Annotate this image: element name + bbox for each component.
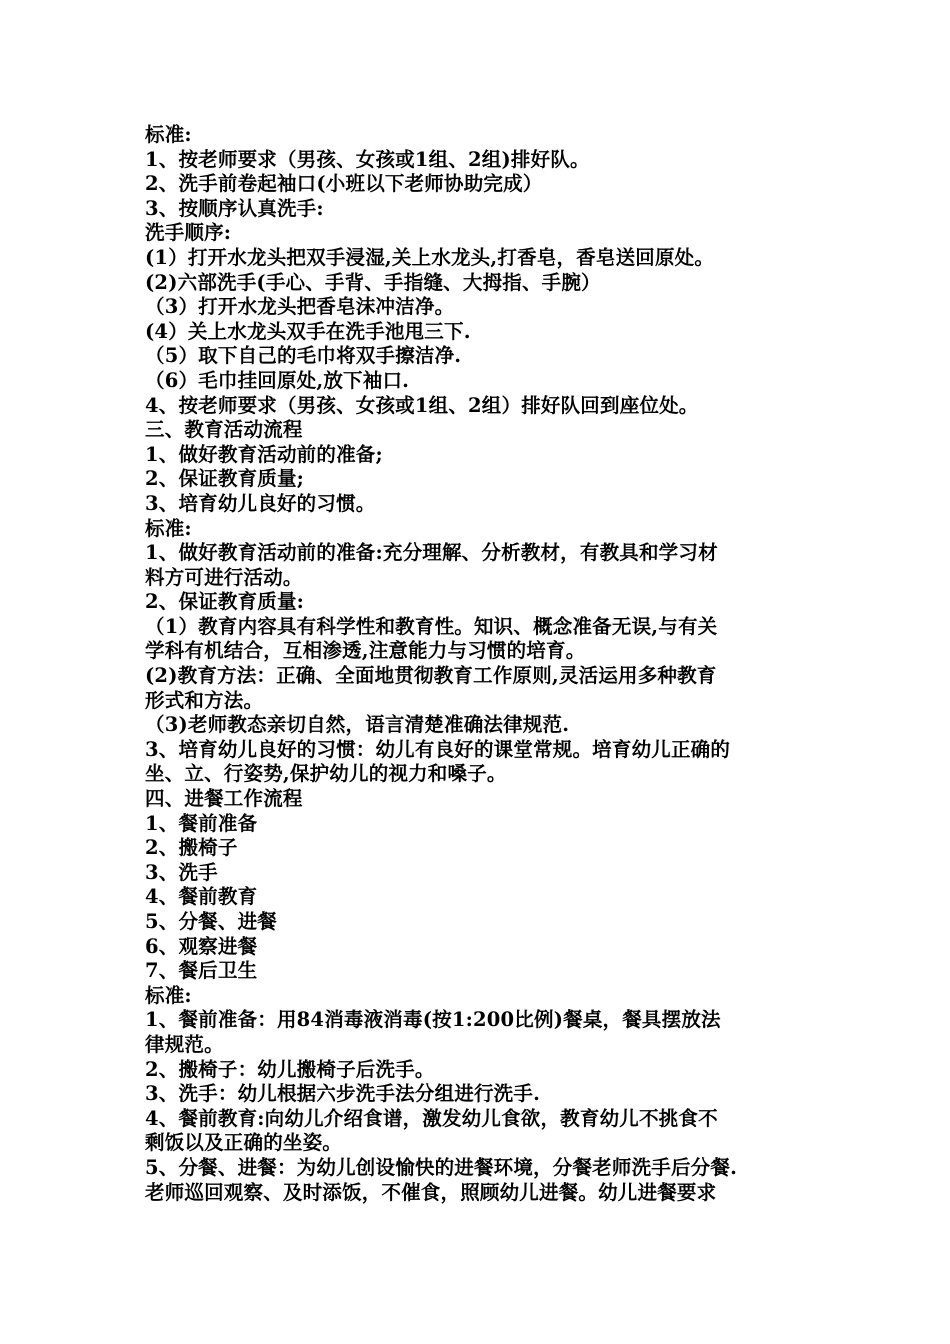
text-line: 2、搬椅子 xyxy=(145,836,238,860)
text-line: 形式和方法。 xyxy=(145,688,264,712)
text-line: （3）打开水龙头把香皂沫冲洁净。 xyxy=(145,295,455,319)
text-line: 3、洗手 xyxy=(145,860,218,884)
text-line: 4、餐前教育 xyxy=(145,885,258,909)
text-line: （3)老师教态亲切自然，语言清楚准确法律规范. xyxy=(145,713,570,737)
section-heading: 四、进餐工作流程 xyxy=(145,787,303,811)
text-line: （1）教育内容具有科学性和教育性。知识、概念准备无误,与有关 xyxy=(145,614,718,638)
text-line: (2)六部洗手(手心、手背、手指缝、大拇指、手腕） xyxy=(145,270,601,294)
section-heading: 三、教育活动流程 xyxy=(145,418,303,442)
text-line: 3、培育幼儿良好的习惯。 xyxy=(145,491,376,515)
text-line: 剩饭以及正确的坐姿。 xyxy=(145,1131,343,1155)
text-line: 3、培育幼儿良好的习惯：幼儿有良好的课堂常规。培育幼儿正确的 xyxy=(145,737,731,761)
text-line: 3、按顺序认真洗手: xyxy=(145,196,324,220)
text-line: 1、餐前准备：用84消毒液消毒(按1:200比例)餐桌，餐具摆放法 xyxy=(145,1008,721,1032)
text-line: 学科有机结合，互相渗透,注意能力与习惯的培育。 xyxy=(145,639,586,663)
text-line: 2、搬椅子：幼儿搬椅子后洗手。 xyxy=(145,1057,435,1081)
text-line: 洗手顺序: xyxy=(145,221,232,245)
text-line: 2、保证教育质量: xyxy=(145,590,305,614)
text-line: (2)教育方法：正确、全面地贯彻教育工作原则,灵活运用多种教育 xyxy=(145,664,717,688)
text-line: 2、洗手前卷起袖口(小班以下老师协助完成） xyxy=(145,172,543,196)
text-line: (1）打开水龙头把双手浸湿,关上水龙头,打香皂，香皂送回原处。 xyxy=(145,245,715,269)
text-line: 律规范。 xyxy=(145,1032,224,1056)
document-page xyxy=(145,123,815,1205)
text-line: 4、餐前教育:向幼儿介绍食谱，激发幼儿食欲，教育幼儿不挑食不 xyxy=(145,1106,718,1130)
text-line: 3、洗手：幼儿根据六步洗手法分组进行洗手. xyxy=(145,1082,541,1106)
text-line: 老师巡回观察、及时添饭，不催食，照顾幼儿进餐。幼儿进餐要求 xyxy=(145,1180,717,1204)
text-line: (4）关上水龙头双手在洗手池甩三下. xyxy=(145,319,471,343)
text-line: 1、做好教育活动前的准备; xyxy=(145,442,383,466)
text-line: 5、分餐、进餐 xyxy=(145,910,277,933)
text-line: 6、观察进餐 xyxy=(145,934,258,958)
text-line: 标准: xyxy=(145,516,192,540)
text-line: 1、餐前准备 xyxy=(145,811,258,835)
text-line: （6）毛巾挂回原处,放下袖口. xyxy=(145,368,410,392)
text-line: 2、保证教育质量; xyxy=(145,467,305,491)
text-line: 标准: xyxy=(145,123,192,146)
text-line: 标准: xyxy=(145,983,192,1007)
text-line: 7、餐后卫生 xyxy=(145,959,258,983)
text-line: 料方可进行活动。 xyxy=(145,565,303,589)
text-line: （5）取下自己的毛巾将双手擦洁净. xyxy=(145,344,462,368)
text-line: 1、按老师要求（男孩、女孩或1组、2组)排好队。 xyxy=(145,147,590,171)
text-line: 4、按老师要求（男孩、女孩或1组、2组）排好队回到座位处。 xyxy=(145,393,699,417)
text-line: 1、做好教育活动前的准备:充分理解、分析教材，有教具和学习材 xyxy=(145,541,718,565)
text-line: 坐、立、行姿势,保护幼儿的视力和嗓子。 xyxy=(145,762,507,786)
text-line: 5、分餐、进餐：为幼儿创设愉快的进餐环境，分餐老师洗手后分餐. xyxy=(145,1155,738,1179)
